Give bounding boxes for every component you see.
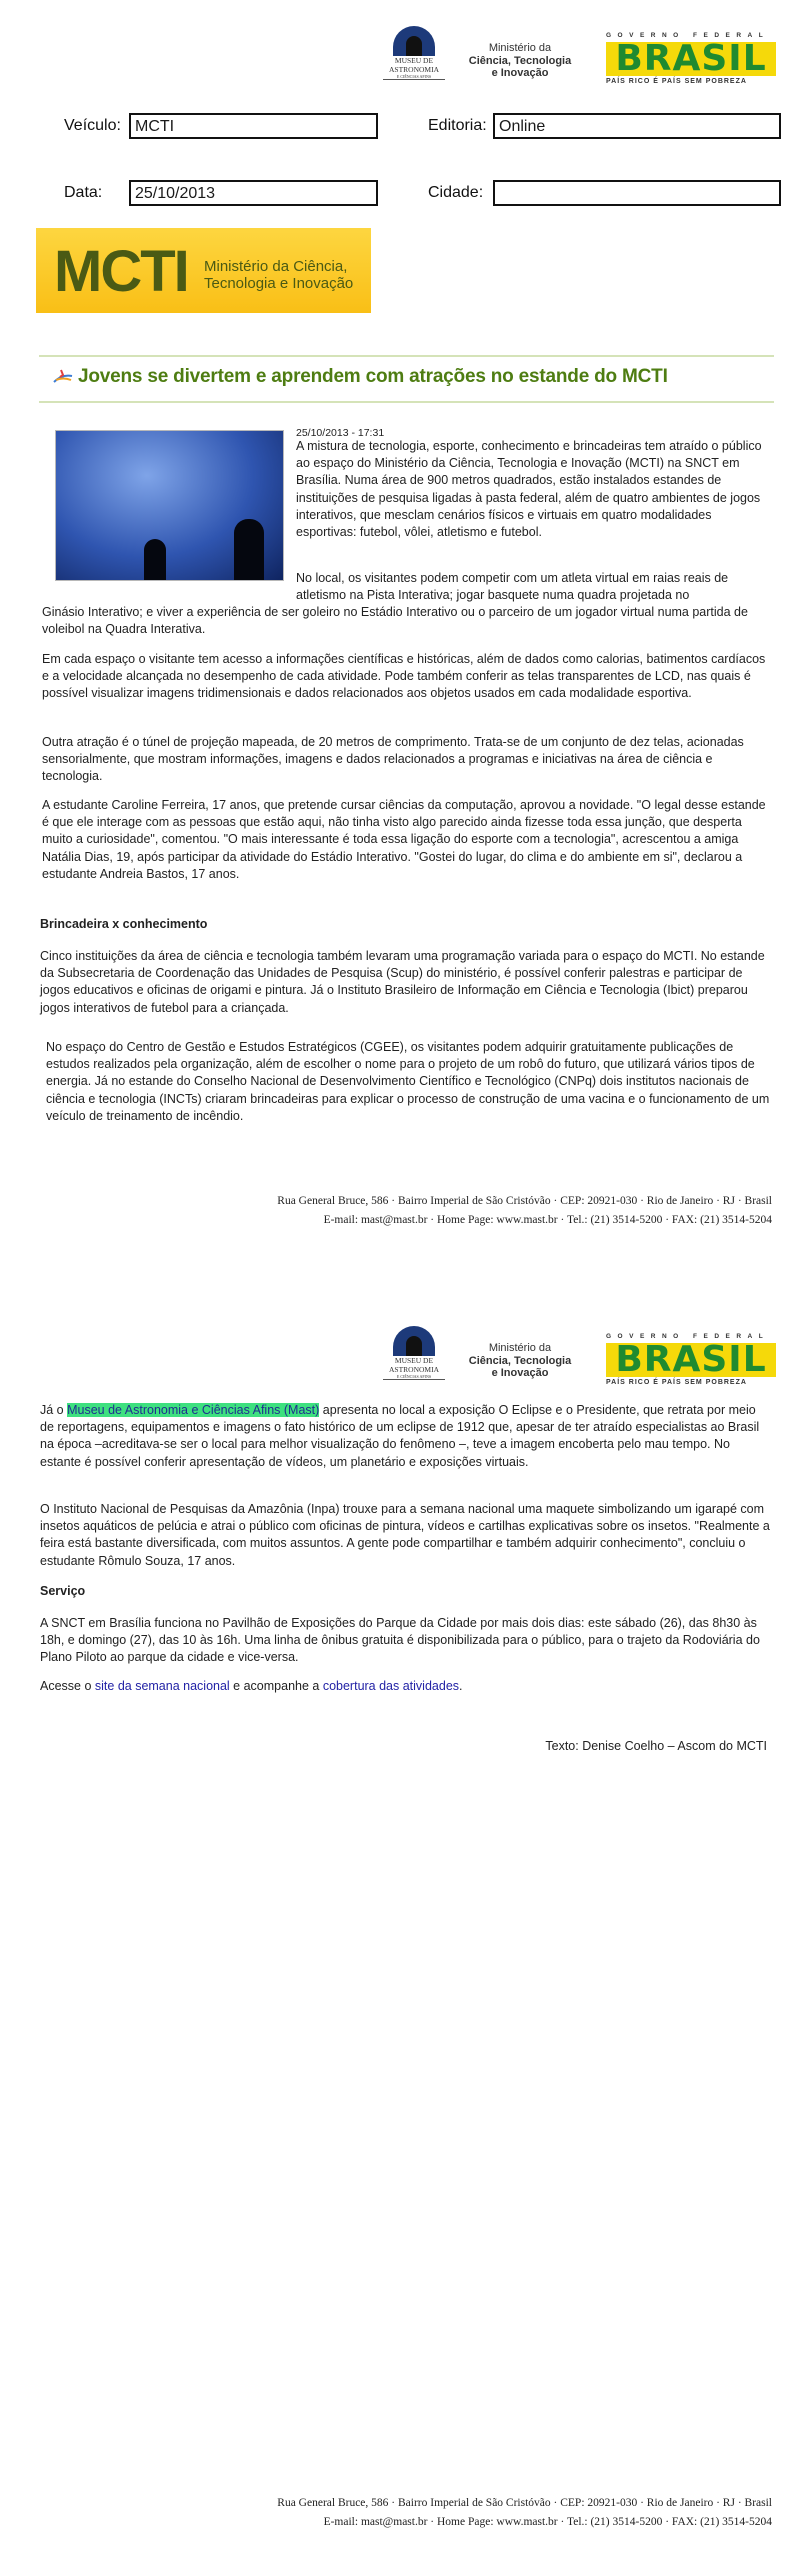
footer-line1: Rua General Bruce, 586 · Bairro Imperial de São Cristóvão · CEP: 20921-030 · Rio de Janeiro · RJ · Brasil [277,1195,772,1207]
paragraph: Ginásio Interativo; e viver a experiência de ser goleiro no Estádio Interativo ou o parceiro de um jogador virtual numa partida de voleibol na Quadra Interativa. [42,605,748,637]
paragraph: A SNCT em Brasília funciona no Pavilhão de Exposições do Parque da Cidade por mais dois dias: este sábado (26), das 8h30 às 18h, e domingo (27), das 10 às 16h. Uma linha de ônibus gratuita é disponibilizada para o público, para o trajeto da Rodoviária do Plano Piloto ao parque da cidade e vice-versa. [40,1616,760,1665]
p11-pre: Acesse o [40,1679,95,1693]
museu-logo-line1: MUSEU DE [394,1356,434,1365]
paragraph: A mistura de tecnologia, esporte, conhecimento e brincadeiras tem atraído o público ao espaço do Ministério da Ciência, Tecnologia e Inovação (MCTI) na SNCT em Brasília. Numa área de 900 metros quadrados, estão instalados estandes de instituições de pesquisa ligadas à pasta federal, além de quatro ambientes de jogos interativos, que mesclam cenários físicos e virtuais em quatro modalidades esportivas: futebol, vôlei, atletismo e futebol. [296,439,762,540]
paragraph: No espaço do Centro de Gestão e Estudos Estratégicos (CGEE), os visitantes podem adquirir gratuitamente publicações de estudos realizados pela organização, além de escolher o nome para o projeto de um robô do futuro, que utilizará vários tipos de energia. Já no estande do Conselho Nacional de Desenvolvimento Científico e Tecnológico (CNPq) dois institutos nacionais de ciência e tecnologia (INCTs) criaram brincadeiras para explicar o processo de construção de uma vacina e o funcionamento de um veículo de treinamento de incêndio. [46,1040,770,1123]
p11-post: . [459,1679,463,1693]
mcti-banner [36,228,371,313]
article-credit: Texto: Denise Coelho – Ascom do MCTI [545,1739,767,1753]
governo-federal-text: GOVERNO FEDERAL [606,32,770,39]
cidade-field[interactable] [493,180,781,206]
museu-logo-line3: E CIÊNCIAS AFINS [383,74,445,80]
data-label: Data: [64,184,103,201]
site-semana-nacional-link[interactable]: site da semana nacional [94,1679,230,1693]
pencil-icon [52,368,74,384]
paragraph: Cinco instituições da área de ciência e tecnologia também levaram uma programação variada para o espaço do MCTI. No estande da Subsecretaria de Coordenação das Unidades de Pesquisa (Scup) do ministério, é possível conferir palestras e participar de jogos educativos e oficinas de origami e pintura. Já o Instituto Brasileiro de Informação em Ciência e Tecnologia (Ibict) preparou jogos interativos de futebol para a criançada. [40,949,765,1015]
article-title-text: Jovens se divertem e aprendem com atrações no estande do MCTI [78,366,668,387]
p11-mid: e acompanhe a [229,1679,323,1693]
editoria-field[interactable]: Online [493,113,781,139]
brasil-logo [606,1333,776,1393]
ministerio-line3: e Inovação [491,1367,549,1379]
footer-address [277,2494,772,2532]
paragraph [40,1402,772,1471]
museu-logo-line1: MUSEU DE [394,56,434,65]
cobertura-atividades-link[interactable]: cobertura das atividades [322,1679,460,1693]
editoria-label: Editoria: [428,117,487,134]
paragraph: A estudante Caroline Ferreira, 17 anos, que pretende cursar ciências da computação, aprovou a novidade. "O legal desse estande é que ele interage com as pessoas que estão aqui, não tinha visto algo parecido ainda fizesse toda essa junção, que desperta muito a curiosidade", comentou. "O mais interessante é toda essa ligação do esporte com a tecnologia", acrescentou a amiga Natália Dias, 19, após participar da atividade do Estádio Interativo. "Gostei do lugar, do clima e do ambiente em si", declarou a estudante Andreia Bastos, 17 anos. [42,798,766,881]
title-divider-bottom [39,401,774,403]
p8-pre: Já o [40,1403,68,1417]
dome-icon [393,26,435,56]
section-heading: Brincadeira x conhecimento [40,917,208,931]
data-field[interactable]: 25/10/2013 [129,180,378,206]
section-heading: Serviço [40,1584,86,1598]
ministerio-line1: Ministério da [488,42,552,54]
footer-line2: E-mail: mast@mast.br · Home Page: www.mast.br · Tel.: (21) 3514-5200 · FAX: (21) 3514-5204 [323,2516,772,2528]
museu-logo [383,1326,445,1388]
brasil-wordmark: BRASIL [606,1343,776,1377]
title-divider-top [39,355,774,357]
veiculo-label: Veículo: [64,117,121,134]
footer-line1: Rua General Bruce, 586 · Bairro Imperial de São Cristóvão · CEP: 20921-030 · Rio de Janeiro · RJ · Brasil [277,2497,772,2509]
ministerio-line1: Ministério da [488,1342,552,1354]
ministerio-logo [460,1342,580,1380]
brasil-slogan: PAÍS RICO É PAÍS SEM POBREZA [606,1379,747,1386]
ministerio-line3: e Inovação [491,67,549,79]
ministerio-line2: Ciência, Tecnologia [468,1354,572,1367]
governo-federal-text: GOVERNO FEDERAL [606,1333,770,1340]
article-title [52,366,668,388]
article-photo [55,430,284,581]
banner-acronym: MCTI [54,239,188,304]
footer-address [277,1192,772,1230]
highlighted-link[interactable]: Museu de Astronomia e Ciências Afins (Mast) [67,1403,320,1417]
veiculo-field[interactable]: MCTI [129,113,378,139]
p8-post: apresenta no local a exposição O Eclipse e o Presidente, que retrata por meio de reportagens, equipamentos e imagens o fato histórico de um eclipse de 1912 que, apesar de ter atraído especialistas ao Brasil na época –acreditava-se ser o local para melhor visualização do fenômeno –, teve a imagem encoberta pelo mau tempo. No estante é possível conferir apresentação de vídeos, um planetário e exposições virtuais. [40,1403,760,1469]
museu-logo [383,26,445,88]
dome-icon [393,1326,435,1356]
paragraph: No local, os visitantes podem competir com um atleta virtual em raias reais de atletismo na Pista Interativa; jogar basquete numa quadra projetada no [296,571,729,603]
ministerio-line2: Ciência, Tecnologia [468,54,572,67]
footer-line2: E-mail: mast@mast.br · Home Page: www.mast.br · Tel.: (21) 3514-5200 · FAX: (21) 3514-5204 [323,1214,772,1226]
museu-logo-line3: E CIÊNCIAS AFINS [383,1374,445,1380]
brasil-wordmark: BRASIL [606,42,776,76]
banner-line1: Ministério da Ciência, [204,258,348,275]
paragraph [40,1678,772,1695]
ministerio-logo [460,42,580,80]
paragraph: Outra atração é o túnel de projeção mapeada, de 20 metros de comprimento. Trata-se de um conjunto de dez telas, acionadas sensorialmente, que mostram informações, imagens e dados relacionados a programas e iniciativas na área de ciência e tecnologia. [42,735,744,784]
article-timestamp: 25/10/2013 - 17:31 [296,427,385,439]
banner-line2: Tecnologia e Inovação [204,275,354,292]
museu-logo-line2: ASTRONOMIA [388,64,439,74]
paragraph: Em cada espaço o visitante tem acesso a informações científicas e históricas, além de dados como calorias, batimentos cardíacos e a velocidade alcançada no desempenho de cada atividade. Pode também conferir as telas transparentes de LCD, nas quais é possível visualizar imagens tridimensionais e dados relacionados aos objetos usados em cada modalidade esportiva. [42,652,766,701]
museu-logo-line2: ASTRONOMIA [388,1364,439,1374]
paragraph: O Instituto Nacional de Pesquisas da Amazônia (Inpa) trouxe para a semana nacional uma maquete simbolizando um igarapé com insetos aquáticos de pelúcia e atrai o público com oficinas de pintura, vídeos e cartilhas explicativas sobre os insetos. "Realmente a feira está bastante diversificada, com muitos assuntos. A gente pode compartilhar e também adquirir conhecimento", concluiu o estudante Rômulo Souza, 17 anos. [40,1502,770,1568]
brasil-slogan: PAÍS RICO É PAÍS SEM POBREZA [606,78,747,85]
brasil-logo [606,32,776,92]
cidade-label: Cidade: [428,184,484,201]
